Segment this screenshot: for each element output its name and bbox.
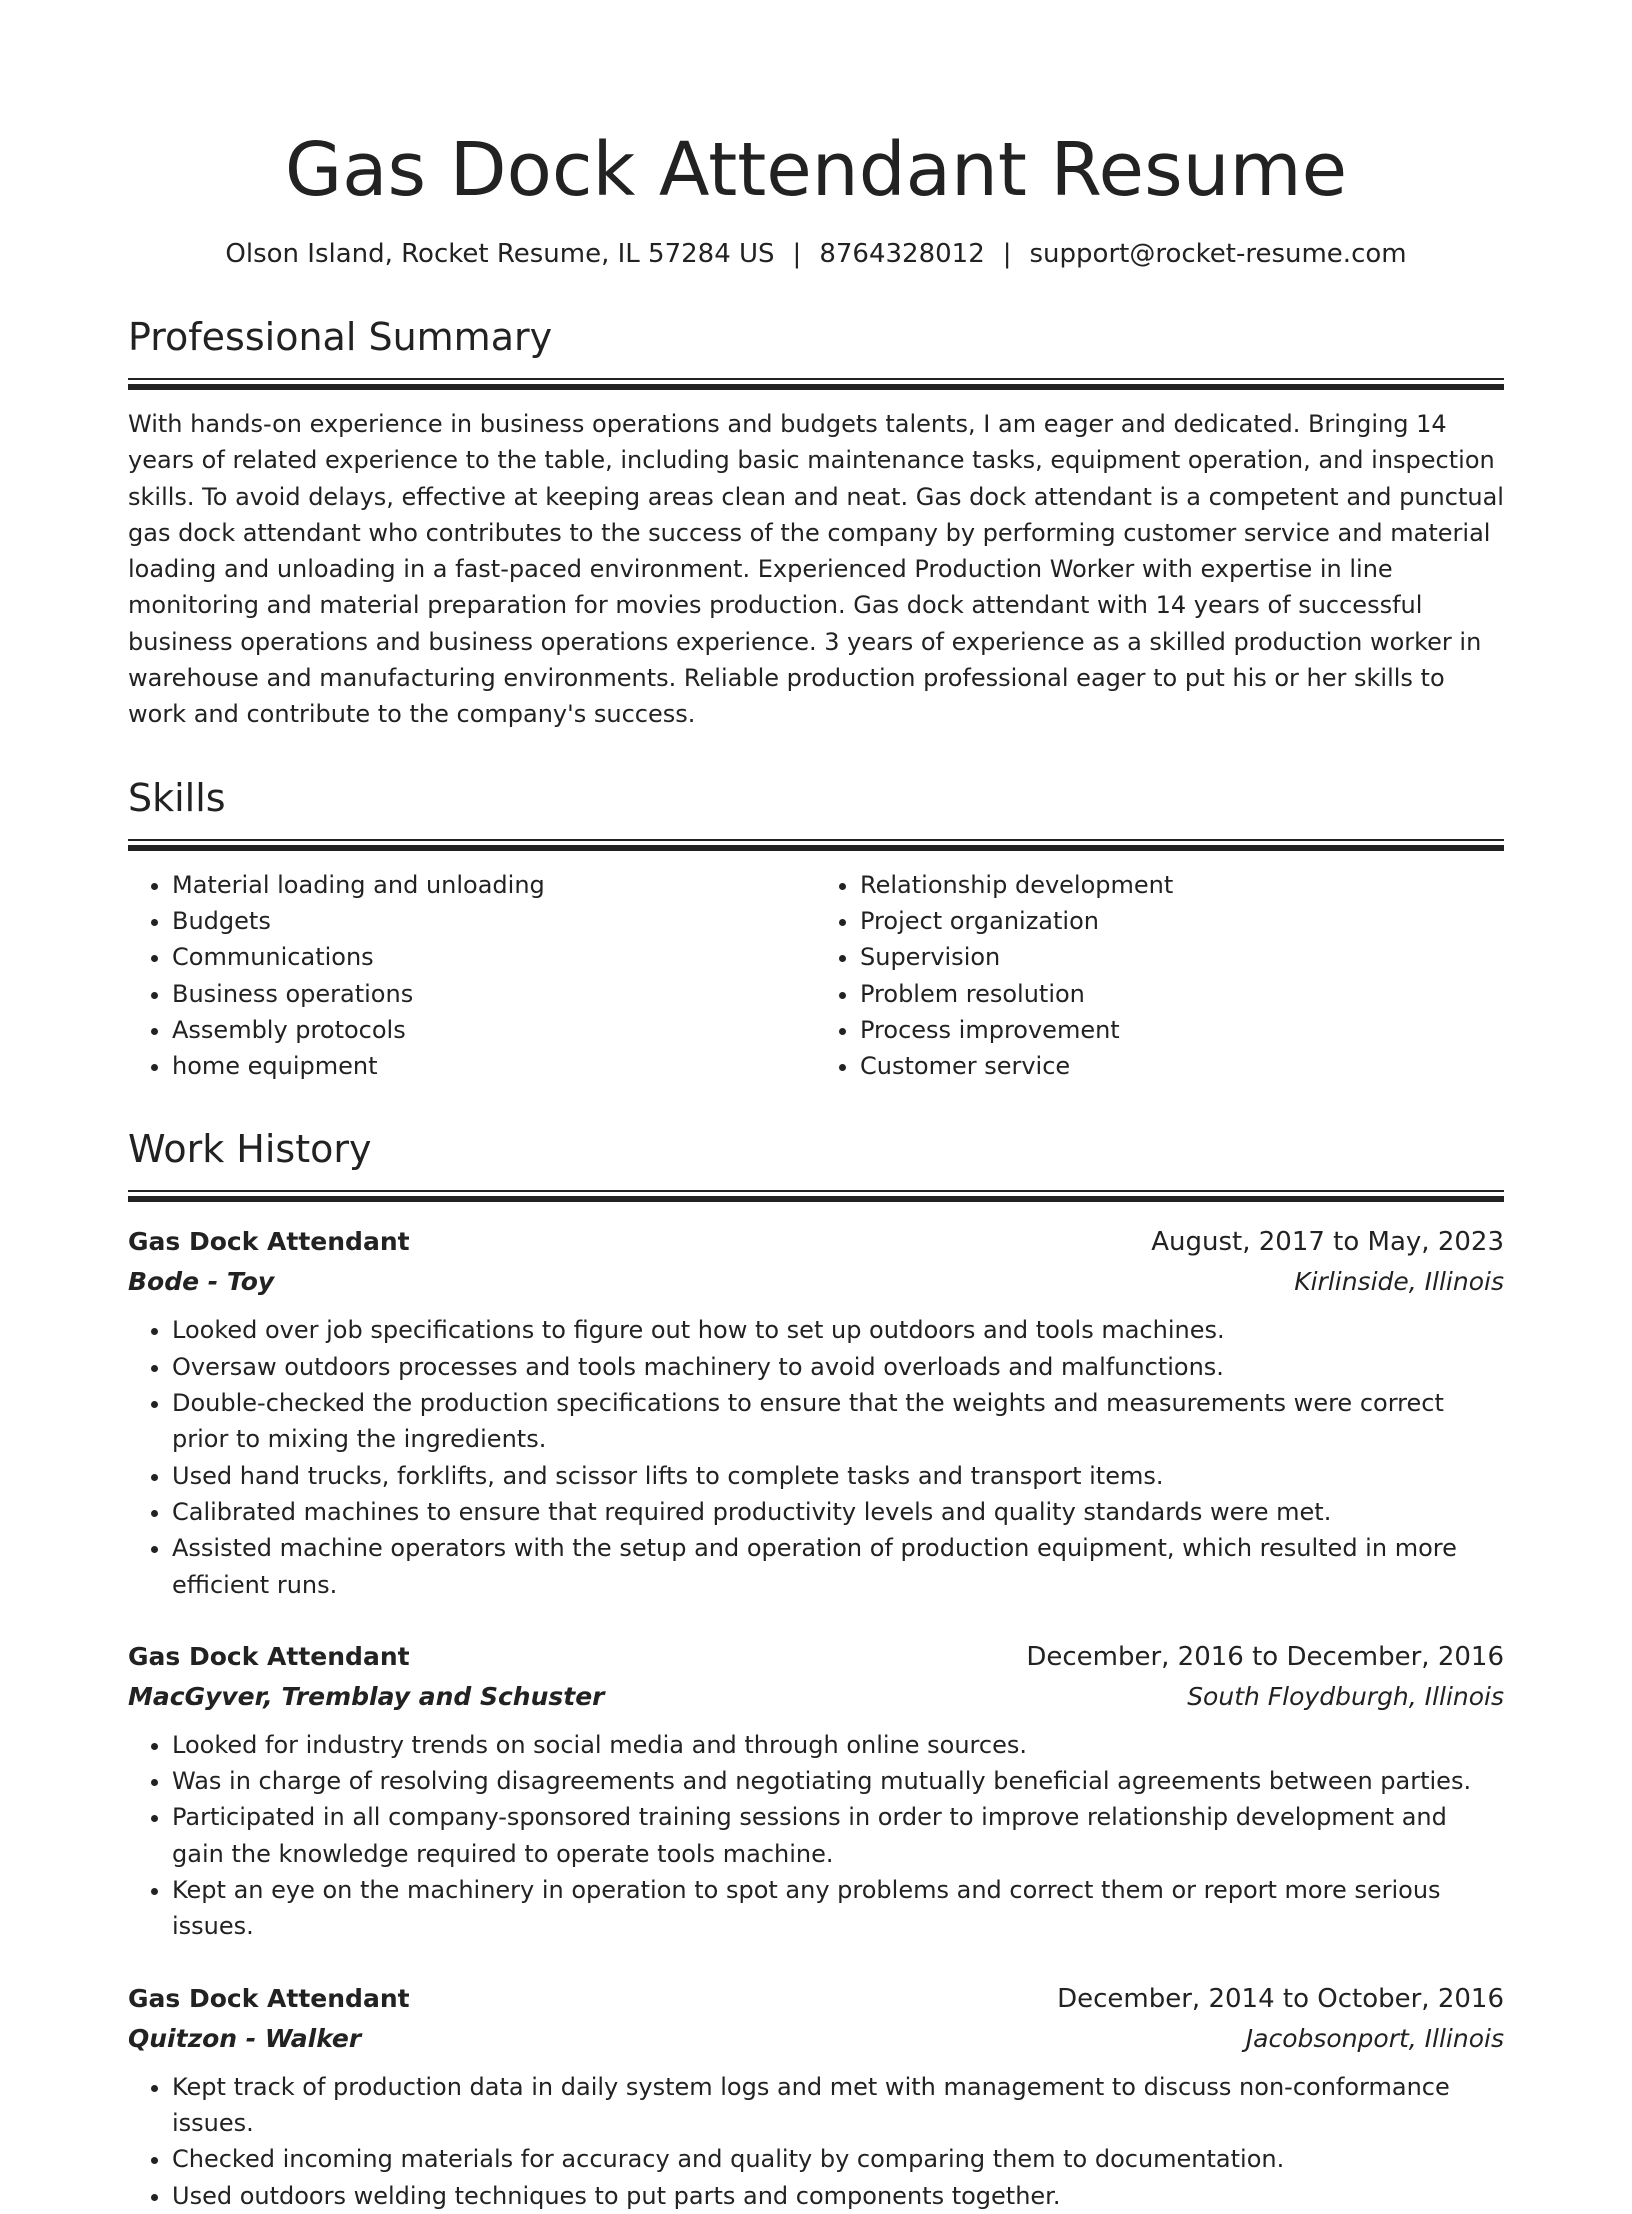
summary-text: With hands-on experience in business operations and budgets talents, I am eager and dedicated. Bringing 14 years of related experience to the table, including basic maintenance tasks, equipment operation, and inspection skills. To avoid delays, effective at keeping areas clean and neat. Gas dock attendant is a competent and punctual gas dock attendant who contributes to the success of the company by performing customer service and material loading and unloading in a fast-paced environment. Experienced Production Worker with expertise in line monitoring and material preparation for movies production. Gas dock attendant with 14 years of successful business operations and business operations experience. 3 years of experience as a skilled production worker in warehouse and manufacturing environments. Reliable production professional eager to put his or her skills to work and contribute to the company's success.	[128, 410, 1504, 729]
job-entry-3	[128, 1979, 1504, 2214]
divider-thin-line	[128, 839, 1504, 841]
work-heading: Work History	[128, 1127, 372, 1172]
skills-heading: Skills	[128, 775, 226, 820]
job-bullet: • Looked for industry trends on social media and through online sources.	[172, 1727, 1504, 1763]
job-company: MacGyver, Tremblay and Schuster	[128, 1681, 605, 1711]
contact-email: support@rocket-resume.com	[1029, 239, 1407, 269]
job-dates: December, 2014 to October, 2016	[1057, 1983, 1504, 2014]
skills-section-header	[128, 773, 1504, 851]
divider-thin-line	[128, 1190, 1504, 1192]
skills-column-left	[128, 867, 816, 1085]
job-bullets	[128, 1727, 1504, 1945]
job-header-row	[128, 1979, 1504, 2019]
skill-item: • Process improvement	[860, 1012, 1504, 1048]
job-company-row	[128, 2019, 1504, 2059]
job-bullet: • Used outdoors welding techniques to put parts and components together.	[172, 2178, 1504, 2214]
skill-item: • Problem resolution	[860, 976, 1504, 1012]
contact-address: Olson Island, Rocket Resume, IL 57284 US	[225, 239, 775, 269]
section-divider	[128, 839, 1504, 851]
skill-item: • Assembly protocols	[172, 1012, 816, 1048]
skill-item: • home equipment	[172, 1048, 816, 1084]
job-header-row	[128, 1222, 1504, 1262]
contact-separator: |	[792, 239, 802, 269]
job-location: Jacobsonport, Illinois	[1245, 2023, 1504, 2053]
section-divider	[128, 378, 1504, 390]
skill-item: • Material loading and unloading	[172, 867, 816, 903]
job-company: Bode - Toy	[128, 1267, 275, 1297]
skill-item: • Customer service	[860, 1048, 1504, 1084]
section-divider	[128, 1190, 1504, 1202]
contact-phone: 8764328012	[819, 239, 985, 269]
job-title: Gas Dock Attendant	[128, 1641, 410, 1671]
job-header-row	[128, 1637, 1504, 1677]
skills-list	[128, 867, 1504, 1085]
job-company-row	[128, 1262, 1504, 1302]
skill-item: • Relationship development	[860, 867, 1504, 903]
job-company: Quitzon - Walker	[128, 2023, 362, 2053]
job-bullet: • Was in charge of resolving disagreements and negotiating mutually beneficial agreements between parties.	[172, 1763, 1504, 1799]
skill-item: • Communications	[172, 939, 816, 975]
skill-item: • Business operations	[172, 976, 816, 1012]
job-bullet: • Checked incoming materials for accuracy and quality by comparing them to documentation.	[172, 2141, 1504, 2177]
job-title: Gas Dock Attendant	[128, 1983, 410, 2013]
job-bullets	[128, 1312, 1504, 1602]
skills-column-right	[816, 867, 1504, 1085]
job-bullet: • Kept track of production data in daily system logs and met with management to discuss non-conformance issues.	[172, 2069, 1504, 2142]
job-bullet: • Kept an eye on the machinery in operation to spot any problems and correct them or report more serious issues.	[172, 1872, 1504, 1945]
job-bullet: • Assisted machine operators with the setup and operation of production equipment, which resulted in more efficient runs.	[172, 1530, 1504, 1603]
skill-item: • Budgets	[172, 903, 816, 939]
divider-thick-line	[128, 384, 1504, 390]
job-bullet: • Oversaw outdoors processes and tools machinery to avoid overloads and malfunctions.	[172, 1349, 1504, 1385]
skill-item: • Project organization	[860, 903, 1504, 939]
job-title: Gas Dock Attendant	[128, 1227, 410, 1257]
job-entry-1	[128, 1222, 1504, 1602]
job-location: Kirlinside, Illinois	[1294, 1267, 1504, 1297]
resume-page	[128, 0, 1504, 2214]
job-entry-2	[128, 1637, 1504, 1945]
job-dates: August, 2017 to May, 2023	[1151, 1227, 1504, 1258]
contact-line	[128, 236, 1504, 272]
summary-heading: Professional Summary	[128, 315, 553, 359]
contact-separator: |	[1002, 239, 1012, 269]
work-section-header	[128, 1124, 1504, 1202]
job-location: South Floydburgh, Illinois	[1187, 1681, 1504, 1711]
divider-thick-line	[128, 845, 1504, 851]
job-bullet: • Participated in all company-sponsored training sessions in order to improve relationship development and gain the knowledge required to operate tools machine.	[172, 1799, 1504, 1872]
job-bullets	[128, 2069, 1504, 2214]
job-bullet: • Used hand trucks, forklifts, and scissor lifts to complete tasks and transport items.	[172, 1458, 1504, 1494]
job-bullet: • Double-checked the production specifications to ensure that the weights and measurements were correct prior to mixing the ingredients.	[172, 1385, 1504, 1458]
job-bullet: • Calibrated machines to ensure that required productivity levels and quality standards were met.	[172, 1494, 1504, 1530]
summary-section-header	[128, 312, 1504, 390]
job-dates: December, 2016 to December, 2016	[1026, 1641, 1504, 1672]
job-bullet: • Looked over job specifications to figure out how to set up outdoors and tools machines.	[172, 1312, 1504, 1348]
divider-thick-line	[128, 1196, 1504, 1202]
resume-title: Gas Dock Attendant Resume	[284, 127, 1348, 213]
skill-item: • Supervision	[860, 939, 1504, 975]
divider-thin-line	[128, 378, 1504, 380]
job-company-row	[128, 1677, 1504, 1717]
